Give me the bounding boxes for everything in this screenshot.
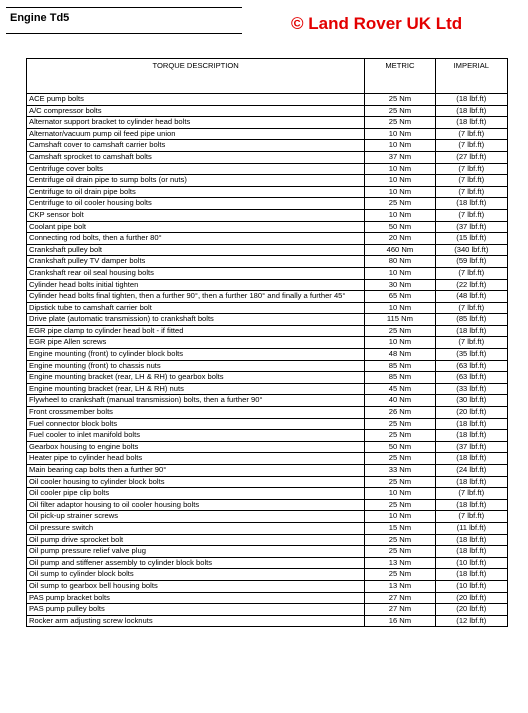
description-cell: Oil sump to gearbox bell housing bolts [27, 580, 365, 592]
description-cell: Heater pipe to cylinder head bolts [27, 453, 365, 465]
description-cell: Alternator/vacuum pump oil feed pipe union [27, 128, 365, 140]
metric-cell: 27 Nm [365, 604, 435, 616]
table-row [27, 163, 508, 175]
metric-cell: 10 Nm [365, 511, 435, 523]
table-row [27, 267, 508, 279]
table-row [27, 546, 508, 558]
imperial-cell: (20 lbf.ft) [435, 592, 507, 604]
description-cell: Engine mounting bracket (rear, LH & RH) to gearbox bolts [27, 372, 365, 384]
metric-cell: 16 Nm [365, 615, 435, 627]
metric-cell: 10 Nm [365, 337, 435, 349]
metric-cell: 85 Nm [365, 360, 435, 372]
table-row [27, 604, 508, 616]
imperial-cell: (18 lbf.ft) [435, 418, 507, 430]
metric-cell: 10 Nm [365, 163, 435, 175]
metric-cell: 40 Nm [365, 395, 435, 407]
metric-cell: 25 Nm [365, 325, 435, 337]
metric-cell: 10 Nm [365, 209, 435, 221]
imperial-cell: (18 lbf.ft) [435, 325, 507, 337]
table-row [27, 314, 508, 326]
metric-cell: 25 Nm [365, 453, 435, 465]
table-row [27, 360, 508, 372]
table-row [27, 105, 508, 117]
metric-cell: 33 Nm [365, 465, 435, 477]
metric-cell: 25 Nm [365, 198, 435, 210]
metric-cell: 50 Nm [365, 221, 435, 233]
table-row [27, 395, 508, 407]
table-row [27, 279, 508, 291]
description-cell: Crankshaft pulley bolt [27, 244, 365, 256]
table-row [27, 441, 508, 453]
table-row [27, 372, 508, 384]
table-row [27, 453, 508, 465]
metric-cell: 115 Nm [365, 314, 435, 326]
table-row [27, 383, 508, 395]
imperial-cell: (15 lbf.ft) [435, 233, 507, 245]
table-row [27, 221, 508, 233]
table-row [27, 580, 508, 592]
metric-cell: 26 Nm [365, 407, 435, 419]
metric-cell: 10 Nm [365, 186, 435, 198]
imperial-cell: (7 lbf.ft) [435, 186, 507, 198]
description-cell: Fuel connector block bolts [27, 418, 365, 430]
imperial-cell: (18 lbf.ft) [435, 117, 507, 129]
description-cell: Flywheel to crankshaft (manual transmission) bolts, then a further 90° [27, 395, 365, 407]
metric-cell: 25 Nm [365, 546, 435, 558]
description-cell: Camshaft sprocket to camshaft bolts [27, 151, 365, 163]
description-cell: Front crossmember bolts [27, 407, 365, 419]
imperial-cell: (7 lbf.ft) [435, 209, 507, 221]
column-header-imperial: IMPERIAL [435, 59, 507, 94]
imperial-cell: (18 lbf.ft) [435, 499, 507, 511]
description-cell: Oil sump to cylinder block bolts [27, 569, 365, 581]
table-row [27, 499, 508, 511]
description-cell: Oil pump drive sprocket bolt [27, 534, 365, 546]
metric-cell: 20 Nm [365, 233, 435, 245]
description-cell: Engine mounting (front) to cylinder block bolts [27, 349, 365, 361]
metric-cell: 48 Nm [365, 349, 435, 361]
table-row [27, 615, 508, 627]
description-cell: Oil filter adaptor housing to oil cooler housing bolts [27, 499, 365, 511]
description-cell: A/C compressor bolts [27, 105, 365, 117]
description-cell: ACE pump bolts [27, 94, 365, 106]
description-cell: Oil pick-up strainer screws [27, 511, 365, 523]
description-cell: EGR pipe clamp to cylinder head bolt - if fitted [27, 325, 365, 337]
imperial-cell: (37 lbf.ft) [435, 441, 507, 453]
table-row [27, 186, 508, 198]
table-row [27, 407, 508, 419]
table-row [27, 117, 508, 129]
table-row [27, 128, 508, 140]
imperial-cell: (48 lbf.ft) [435, 291, 507, 303]
table-row [27, 511, 508, 523]
imperial-cell: (18 lbf.ft) [435, 534, 507, 546]
imperial-cell: (33 lbf.ft) [435, 383, 507, 395]
description-cell: Crankshaft rear oil seal housing bolts [27, 267, 365, 279]
table-row [27, 557, 508, 569]
imperial-cell: (18 lbf.ft) [435, 94, 507, 106]
metric-cell: 10 Nm [365, 140, 435, 152]
imperial-cell: (35 lbf.ft) [435, 349, 507, 361]
metric-cell: 80 Nm [365, 256, 435, 268]
table-row [27, 337, 508, 349]
copyright-notice: © Land Rover UK Ltd [291, 14, 463, 33]
column-header-metric: METRIC [365, 59, 435, 94]
imperial-cell: (30 lbf.ft) [435, 395, 507, 407]
table-row [27, 349, 508, 361]
header-rule-bottom [6, 33, 242, 34]
imperial-cell: (18 lbf.ft) [435, 476, 507, 488]
imperial-cell: (7 lbf.ft) [435, 128, 507, 140]
column-header-description: TORQUE DESCRIPTION [27, 59, 365, 94]
metric-cell: 10 Nm [365, 128, 435, 140]
imperial-cell: (18 lbf.ft) [435, 430, 507, 442]
table-row [27, 418, 508, 430]
metric-cell: 25 Nm [365, 117, 435, 129]
table-row [27, 291, 508, 303]
imperial-cell: (7 lbf.ft) [435, 267, 507, 279]
table-row [27, 198, 508, 210]
metric-cell: 37 Nm [365, 151, 435, 163]
imperial-cell: (85 lbf.ft) [435, 314, 507, 326]
metric-cell: 25 Nm [365, 430, 435, 442]
header-rule-top [6, 7, 242, 8]
table-row [27, 465, 508, 477]
table-row [27, 569, 508, 581]
torque-table [26, 58, 508, 627]
imperial-cell: (10 lbf.ft) [435, 580, 507, 592]
metric-cell: 25 Nm [365, 94, 435, 106]
table-row [27, 522, 508, 534]
table-row [27, 302, 508, 314]
imperial-cell: (63 lbf.ft) [435, 360, 507, 372]
description-cell: Alternator support bracket to cylinder head bolts [27, 117, 365, 129]
description-cell: Main bearing cap bolts then a further 90° [27, 465, 365, 477]
imperial-cell: (18 lbf.ft) [435, 198, 507, 210]
table-row [27, 325, 508, 337]
description-cell: Centrifuge to oil drain pipe bolts [27, 186, 365, 198]
table-row [27, 592, 508, 604]
imperial-cell: (20 lbf.ft) [435, 407, 507, 419]
table-row [27, 534, 508, 546]
imperial-cell: (7 lbf.ft) [435, 337, 507, 349]
description-cell: Centrifuge oil drain pipe to sump bolts (or nuts) [27, 175, 365, 187]
imperial-cell: (340 lbf.ft) [435, 244, 507, 256]
description-cell: Connecting rod bolts, then a further 80° [27, 233, 365, 245]
imperial-cell: (7 lbf.ft) [435, 140, 507, 152]
metric-cell: 30 Nm [365, 279, 435, 291]
imperial-cell: (12 lbf.ft) [435, 615, 507, 627]
imperial-cell: (27 lbf.ft) [435, 151, 507, 163]
table-row [27, 140, 508, 152]
imperial-cell: (20 lbf.ft) [435, 604, 507, 616]
imperial-cell: (18 lbf.ft) [435, 105, 507, 117]
description-cell: CKP sensor bolt [27, 209, 365, 221]
description-cell: Drive plate (automatic transmission) to crankshaft bolts [27, 314, 365, 326]
metric-cell: 25 Nm [365, 105, 435, 117]
description-cell: Oil pump and stiffener assembly to cylinder block bolts [27, 557, 365, 569]
page-header [0, 0, 528, 40]
description-cell: Oil pump pressure relief valve plug [27, 546, 365, 558]
description-cell: Centrifuge cover bolts [27, 163, 365, 175]
imperial-cell: (24 lbf.ft) [435, 465, 507, 477]
imperial-cell: (18 lbf.ft) [435, 453, 507, 465]
table-row [27, 94, 508, 106]
description-cell: Gearbox housing to engine bolts [27, 441, 365, 453]
imperial-cell: (22 lbf.ft) [435, 279, 507, 291]
metric-cell: 45 Nm [365, 383, 435, 395]
imperial-cell: (7 lbf.ft) [435, 175, 507, 187]
description-cell: EGR pipe Allen screws [27, 337, 365, 349]
metric-cell: 13 Nm [365, 580, 435, 592]
description-cell: Crankshaft pulley TV damper bolts [27, 256, 365, 268]
description-cell: Coolant pipe bolt [27, 221, 365, 233]
imperial-cell: (10 lbf.ft) [435, 557, 507, 569]
description-cell: Rocker arm adjusting screw locknuts [27, 615, 365, 627]
metric-cell: 27 Nm [365, 592, 435, 604]
metric-cell: 13 Nm [365, 557, 435, 569]
imperial-cell: (18 lbf.ft) [435, 569, 507, 581]
description-cell: Engine mounting (front) to chassis nuts [27, 360, 365, 372]
description-cell: Oil cooler pipe clip bolts [27, 488, 365, 500]
metric-cell: 10 Nm [365, 488, 435, 500]
metric-cell: 65 Nm [365, 291, 435, 303]
description-cell: Centrifuge to oil cooler housing bolts [27, 198, 365, 210]
table-row [27, 233, 508, 245]
imperial-cell: (37 lbf.ft) [435, 221, 507, 233]
description-cell: Engine mounting bracket (rear, LH & RH) nuts [27, 383, 365, 395]
metric-cell: 25 Nm [365, 418, 435, 430]
table-row [27, 244, 508, 256]
section-title: Engine Td5 [10, 12, 70, 24]
table-row [27, 430, 508, 442]
description-cell: Camshaft cover to camshaft carrier bolts [27, 140, 365, 152]
metric-cell: 10 Nm [365, 175, 435, 187]
imperial-cell: (18 lbf.ft) [435, 546, 507, 558]
description-cell: Oil pressure switch [27, 522, 365, 534]
table-header-row [27, 59, 508, 94]
description-cell: Oil cooler housing to cylinder block bolts [27, 476, 365, 488]
metric-cell: 25 Nm [365, 499, 435, 511]
metric-cell: 25 Nm [365, 534, 435, 546]
metric-cell: 85 Nm [365, 372, 435, 384]
metric-cell: 15 Nm [365, 522, 435, 534]
description-cell: PAS pump bracket bolts [27, 592, 365, 604]
description-cell: Dipstick tube to camshaft carrier bolt [27, 302, 365, 314]
torque-table-body [27, 94, 508, 627]
imperial-cell: (7 lbf.ft) [435, 163, 507, 175]
metric-cell: 10 Nm [365, 302, 435, 314]
metric-cell: 460 Nm [365, 244, 435, 256]
table-row [27, 488, 508, 500]
imperial-cell: (63 lbf.ft) [435, 372, 507, 384]
table-row [27, 256, 508, 268]
metric-cell: 25 Nm [365, 569, 435, 581]
description-cell: Cylinder head bolts final tighten, then a further 90°, then a further 180° and finally a further 45° [27, 291, 365, 303]
table-row [27, 476, 508, 488]
metric-cell: 25 Nm [365, 476, 435, 488]
table-row [27, 175, 508, 187]
imperial-cell: (59 lbf.ft) [435, 256, 507, 268]
table-row [27, 209, 508, 221]
imperial-cell: (11 lbf.ft) [435, 522, 507, 534]
table-row [27, 151, 508, 163]
description-cell: Fuel cooler to inlet manifold bolts [27, 430, 365, 442]
metric-cell: 10 Nm [365, 267, 435, 279]
imperial-cell: (7 lbf.ft) [435, 302, 507, 314]
description-cell: PAS pump pulley bolts [27, 604, 365, 616]
description-cell: Cylinder head bolts initial tighten [27, 279, 365, 291]
imperial-cell: (7 lbf.ft) [435, 511, 507, 523]
imperial-cell: (7 lbf.ft) [435, 488, 507, 500]
metric-cell: 50 Nm [365, 441, 435, 453]
